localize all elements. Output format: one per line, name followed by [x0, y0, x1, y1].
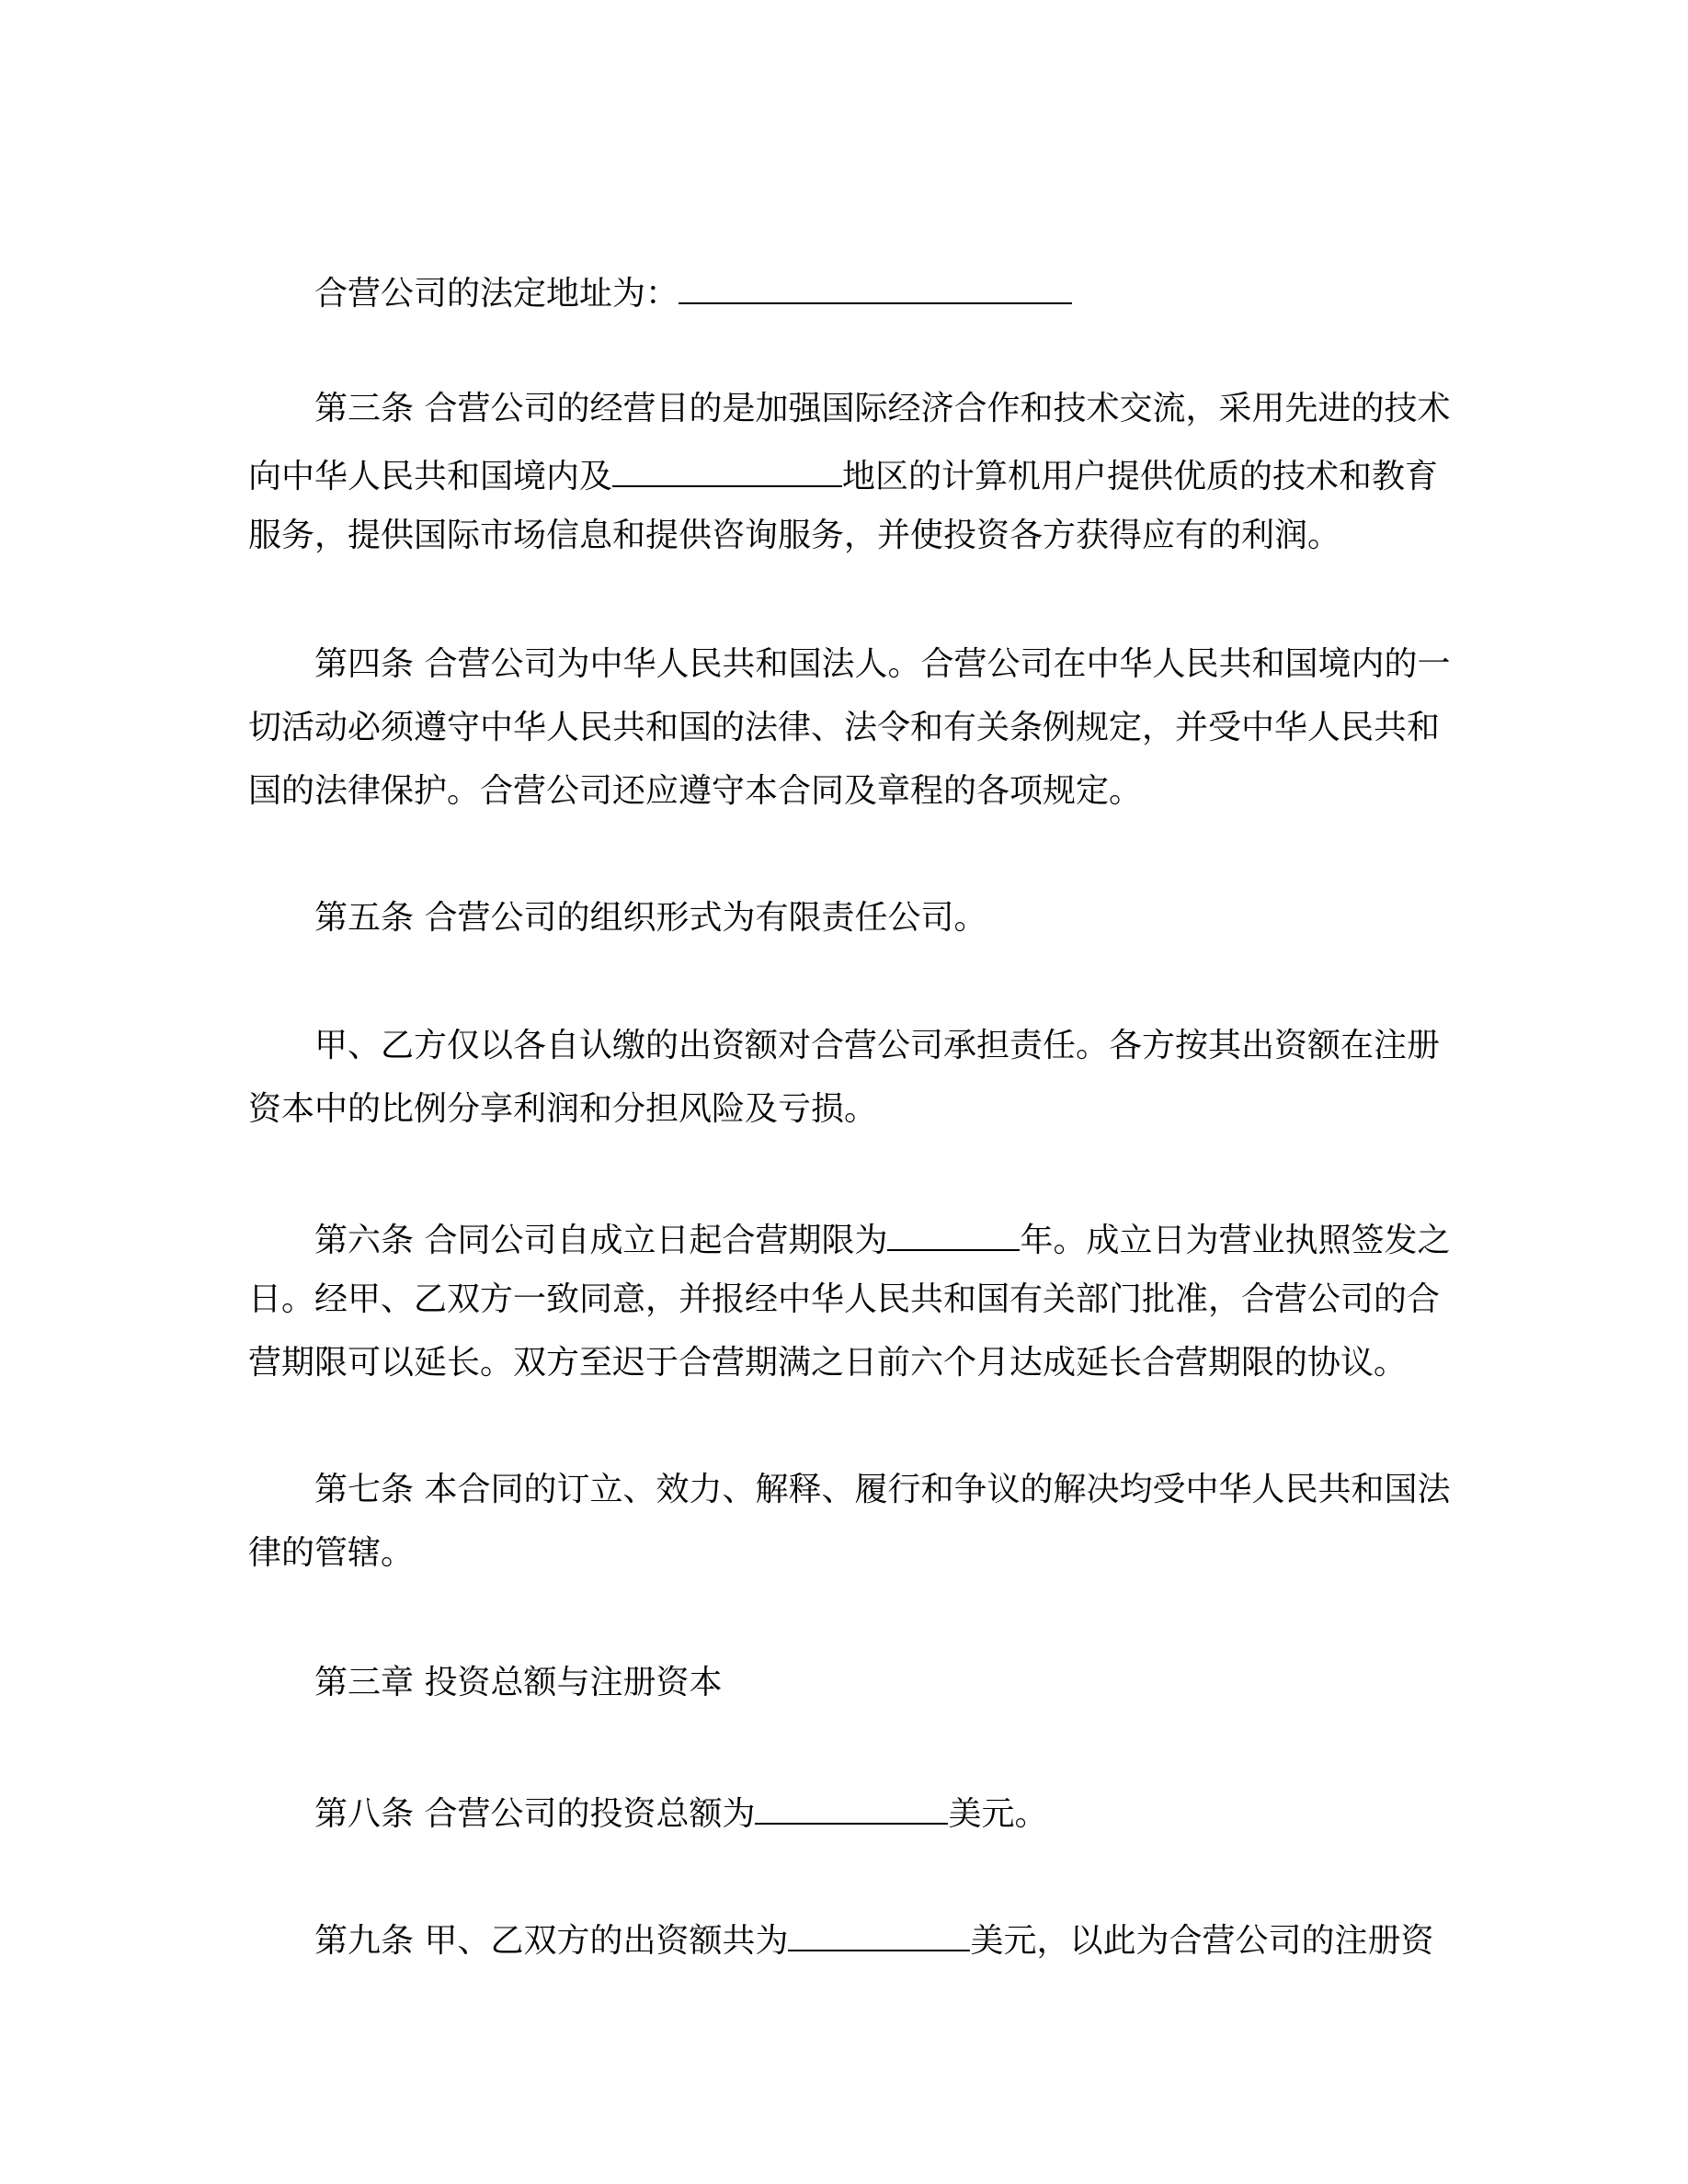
article8-end: 美元。	[948, 1795, 1048, 1833]
article6-line1-start: 第六条 合同公司自成立日起合营期限为	[314, 1222, 888, 1259]
article9-end: 美元，以此为合营公司的注册资	[970, 1922, 1434, 1960]
article4-line3: 国的法律保护。合营公司还应遵守本合同及章程的各项规定。	[248, 772, 1143, 810]
article3-line1: 第三条 合营公司的经营目的是加强国际经济合作和技术交流，采用先进的技术	[314, 390, 1451, 427]
term-years-blank[interactable]	[887, 1214, 1020, 1251]
chapter3-title: 第三章 投资总额与注册资本	[314, 1664, 723, 1701]
article7-line2: 律的管辖。	[248, 1534, 415, 1572]
article3-line3: 服务，提供国际市场信息和提供咨询服务，并使投资各方获得应有的利润。	[248, 517, 1341, 554]
article6-line1-end: 年。成立日为营业执照签发之	[1020, 1222, 1451, 1259]
article9-start: 第九条 甲、乙双方的出资额共为	[314, 1922, 789, 1960]
total-investment-blank[interactable]	[755, 1788, 948, 1825]
article8-start: 第八条 合营公司的投资总额为	[314, 1795, 756, 1833]
article6-line1	[314, 1214, 1451, 1259]
legal-address-label: 合营公司的法定地址为：	[314, 275, 679, 313]
article3-line2-start: 向中华人民共和国境内及	[248, 458, 613, 495]
article6-line3: 营期限可以延长。双方至迟于合营期满之日前六个月达成延长合营期限的协议。	[248, 1344, 1408, 1382]
legal-address-line	[314, 267, 1423, 312]
legal-address-blank[interactable]	[679, 267, 1072, 304]
article4-line1: 第四条 合营公司为中华人民共和国法人。合营公司在中华人民共和国境内的一	[314, 645, 1451, 683]
article9-line	[314, 1915, 1434, 1960]
article7-line1: 第七条 本合同的订立、效力、解释、履行和争议的解决均受中华人民共和国法	[314, 1471, 1451, 1508]
capital-contribution-blank[interactable]	[788, 1915, 970, 1951]
region-blank[interactable]	[612, 450, 842, 487]
article4-line2: 切活动必须遵守中华人民共和国的法律、法令和有关条例规定，并受中华人民共和	[248, 709, 1441, 746]
article8-line	[314, 1788, 1423, 1832]
article5-line1: 第五条 合营公司的组织形式为有限责任公司。	[314, 899, 987, 937]
article3-line2	[248, 450, 1439, 495]
liability-line1: 甲、乙方仅以各自认缴的出资额对合营公司承担责任。各方按其出资额在注册	[314, 1027, 1441, 1064]
article6-line2: 日。经甲、乙双方一致同意，并报经中华人民共和国有关部门批准，合营公司的合	[248, 1280, 1441, 1318]
article3-line2-end: 地区的计算机用户提供优质的技术和教育	[842, 458, 1439, 495]
liability-line2: 资本中的比例分享利润和分担风险及亏损。	[248, 1090, 878, 1128]
